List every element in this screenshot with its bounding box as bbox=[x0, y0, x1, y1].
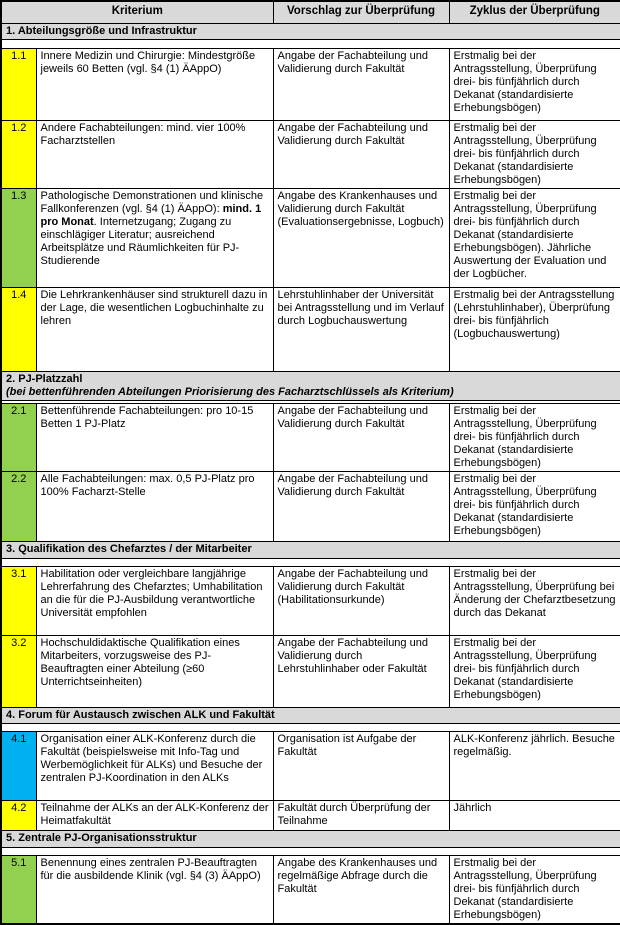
zyklus-cell: Erstmalig bei der Antragsstellung, Überprüfung drei- bis fünfjährlich durch Dekanat (standardisierte Erhebungsbögen) bbox=[449, 855, 620, 924]
vorschlag-cell: Organisation ist Aufgabe der Fakultät bbox=[273, 731, 449, 800]
criterion-cell: Alle Fachabteilungen: max. 0,5 PJ-Platz pro 100% Facharzt-Stelle bbox=[36, 471, 273, 541]
row-id-badge: 4.2 bbox=[1, 800, 36, 830]
zyklus-cell: ALK-Konferenz jährlich. Besuche regelmäßig. bbox=[449, 731, 620, 800]
criterion-cell: Benennung eines zentralen PJ-Beauftragten für die ausbildende Klinik (vgl. §4 (3) ÄAppO) bbox=[36, 855, 273, 924]
criterion-cell: Teilnahme der ALKs an der ALK-Konferenz der Heimatfakultät bbox=[36, 800, 273, 830]
section-subtitle: (bei bettenführenden Abteilungen Priorisierung des Facharztschlüssels als Kriterium) bbox=[6, 385, 454, 398]
row-id-badge: 1.3 bbox=[1, 188, 36, 287]
section-title: 3. Qualifikation des Chefarztes / der Mitarbeiter bbox=[1, 541, 620, 558]
table-row-4-2 bbox=[1, 800, 620, 830]
criterion-cell: Innere Medizin und Chirurgie: Mindestgröße jeweils 60 Betten (vgl. §4 (1) ÄAppO) bbox=[36, 48, 273, 120]
vorschlag-cell: Angabe der Fachabteilung und Validierung durch Fakultät bbox=[273, 403, 449, 471]
table-row-1-1 bbox=[1, 48, 620, 120]
zyklus-cell: Erstmalig bei der Antragsstellung (Lehrstuhlinhaber), Überprüfung drei- bis fünfjährlich (Logbuchauswertung) bbox=[449, 287, 620, 371]
section-header-3 bbox=[1, 541, 620, 558]
criterion-cell: Andere Fachabteilungen: mind. vier 100% Facharztstellen bbox=[36, 120, 273, 188]
row-id-badge: 1.4 bbox=[1, 287, 36, 371]
table-row-1-3 bbox=[1, 188, 620, 287]
criterion-cell: Habilitation oder vergleichbare langjährige Lehrerfahrung des Chefarztes; Umhabilitation an die für die PJ-Ausbildung verantwortliche Universität empfohlen bbox=[36, 566, 273, 635]
zyklus-cell: Jährlich bbox=[449, 800, 620, 830]
section-title: 1. Abteilungsgröße und Infrastruktur bbox=[1, 23, 620, 39]
vorschlag-cell: Fakultät durch Überprüfung der Teilnahme bbox=[273, 800, 449, 830]
criterion-cell: Die Lehrkrankenhäuser sind strukturell dazu in der Lage, die wesentlichen Logbuchinhalte zu lehren bbox=[36, 287, 273, 371]
criterion-cell: Bettenführende Fachabteilungen: pro 10-15 Betten 1 PJ-Platz bbox=[36, 403, 273, 471]
section-header-2 bbox=[1, 371, 620, 400]
table-row-2-2 bbox=[1, 471, 620, 541]
zyklus-cell: Erstmalig bei der Antragsstellung, Überprüfung drei- bis fünfjährlich durch Dekanat (standardisierte Erhebungsbögen). Jährliche Auswertung der Evaluation und der Logbücher. bbox=[449, 188, 620, 287]
column-header-kriterium: Kriterium bbox=[1, 1, 273, 23]
section-spacer bbox=[1, 723, 620, 731]
zyklus-cell: Erstmalig bei der Antragsstellung, Überprüfung drei- bis fünfjährlich durch Dekanat (standardisierte Erhebungsbögen) bbox=[449, 48, 620, 120]
table-row-3-2 bbox=[1, 635, 620, 707]
vorschlag-cell: Angabe der Fachabteilung und Validierung durch Fakultät bbox=[273, 48, 449, 120]
section-header-1 bbox=[1, 23, 620, 39]
row-id-badge: 2.2 bbox=[1, 471, 36, 541]
criterion-cell: Hochschuldidaktische Qualifikation eines Mitarbeiters, vorzugsweise des PJ-Beauftragten einer Abteilung (≥60 Unterrichtseinheiten) bbox=[36, 635, 273, 707]
vorschlag-cell: Angabe der Fachabteilung und Validierung durch Lehrstuhlinhaber oder Fakultät bbox=[273, 635, 449, 707]
section-spacer bbox=[1, 558, 620, 566]
row-id-badge: 1.1 bbox=[1, 48, 36, 120]
zyklus-cell: Erstmalig bei der Antragsstellung, Überprüfung drei- bis fünfjährlich durch Dekanat (standardisierte Erhebungsbögen) bbox=[449, 471, 620, 541]
row-id-badge: 3.2 bbox=[1, 635, 36, 707]
row-id-badge: 4.1 bbox=[1, 731, 36, 800]
criterion-text: Pathologische Demonstrationen und klinische Fallkonferenzen (vgl. §4 (1) ÄAppO): bbox=[40, 189, 264, 215]
table-header-row bbox=[1, 1, 620, 23]
table-row-4-1 bbox=[1, 731, 620, 800]
column-header-zyklus: Zyklus der Überprüfung bbox=[449, 1, 620, 23]
section-header-4 bbox=[1, 707, 620, 723]
row-id-badge: 1.2 bbox=[1, 120, 36, 188]
zyklus-cell: Erstmalig bei der Antragsstellung, Überprüfung drei- bis fünfjährlich durch Dekanat (standardisierte Erhebungsbögen) bbox=[449, 120, 620, 188]
table-row-1-4 bbox=[1, 287, 620, 371]
vorschlag-cell: Angabe der Fachabteilung und Validierung durch Fakultät bbox=[273, 120, 449, 188]
table-row-3-1 bbox=[1, 566, 620, 635]
section-title: 4. Forum für Austausch zwischen ALK und Fakultät bbox=[1, 707, 620, 723]
table-row-5-1 bbox=[1, 855, 620, 924]
row-id-badge: 5.1 bbox=[1, 855, 36, 924]
section-spacer bbox=[1, 847, 620, 855]
table-row-1-2 bbox=[1, 120, 620, 188]
section-title: 2. PJ-Platzzahl bbox=[6, 372, 83, 385]
table-row-2-1 bbox=[1, 403, 620, 471]
row-id-badge: 2.1 bbox=[1, 403, 36, 471]
criterion-cell bbox=[36, 188, 273, 287]
zyklus-cell: Erstmalig bei der Antragsstellung, Überprüfung drei- bis fünfjährlich durch Dekanat (standardisierte Erhebungsbögen) bbox=[449, 403, 620, 471]
vorschlag-cell: Angabe der Fachabteilung und Validierung durch Fakultät (Habilitationsurkunde) bbox=[273, 566, 449, 635]
vorschlag-cell: Angabe der Fachabteilung und Validierung durch Fakultät bbox=[273, 471, 449, 541]
vorschlag-cell: Lehrstuhlinhaber der Universität bei Antragsstellung und im Verlauf durch Logbuchauswertung bbox=[273, 287, 449, 371]
vorschlag-cell: Angabe des Krankenhauses und Validierung durch Fakultät (Evaluationsergebnisse, Logbuch) bbox=[273, 188, 449, 287]
vorschlag-cell: Angabe des Krankenhauses und regelmäßige Abfrage durch die Fakultät bbox=[273, 855, 449, 924]
criterion-text-bold: mind. 1 pro Monat bbox=[40, 202, 262, 228]
section-spacer bbox=[1, 39, 620, 48]
zyklus-cell: Erstmalig bei der Antragsstellung, Überprüfung drei- bis fünfjährlich durch Dekanat (standardisierte Erhebungsbögen) bbox=[449, 635, 620, 707]
section-header-5 bbox=[1, 830, 620, 847]
zyklus-cell: Erstmalig bei der Antragsstellung, Überprüfung bei Änderung der Chefarztbesetzung durch das Dekanat bbox=[449, 566, 620, 635]
criterion-text: . Internetzugang; Zugang zu einschlägiger Literatur; ausreichend Arbeitsplätze und Räumlichkeiten für PJ-Studierende bbox=[40, 215, 240, 267]
section-title: 5. Zentrale PJ-Organisationsstruktur bbox=[1, 830, 620, 847]
row-id-badge: 3.1 bbox=[1, 566, 36, 635]
column-header-vorschlag: Vorschlag zur Überprüfung bbox=[273, 1, 449, 23]
criterion-cell: Organisation einer ALK-Konferenz durch die Fakultät (beispielsweise mit Info-Tag und Werbemöglichkeit für ALKs) und Besuche der zentralen PJ-Koordination in den ALKs bbox=[36, 731, 273, 800]
